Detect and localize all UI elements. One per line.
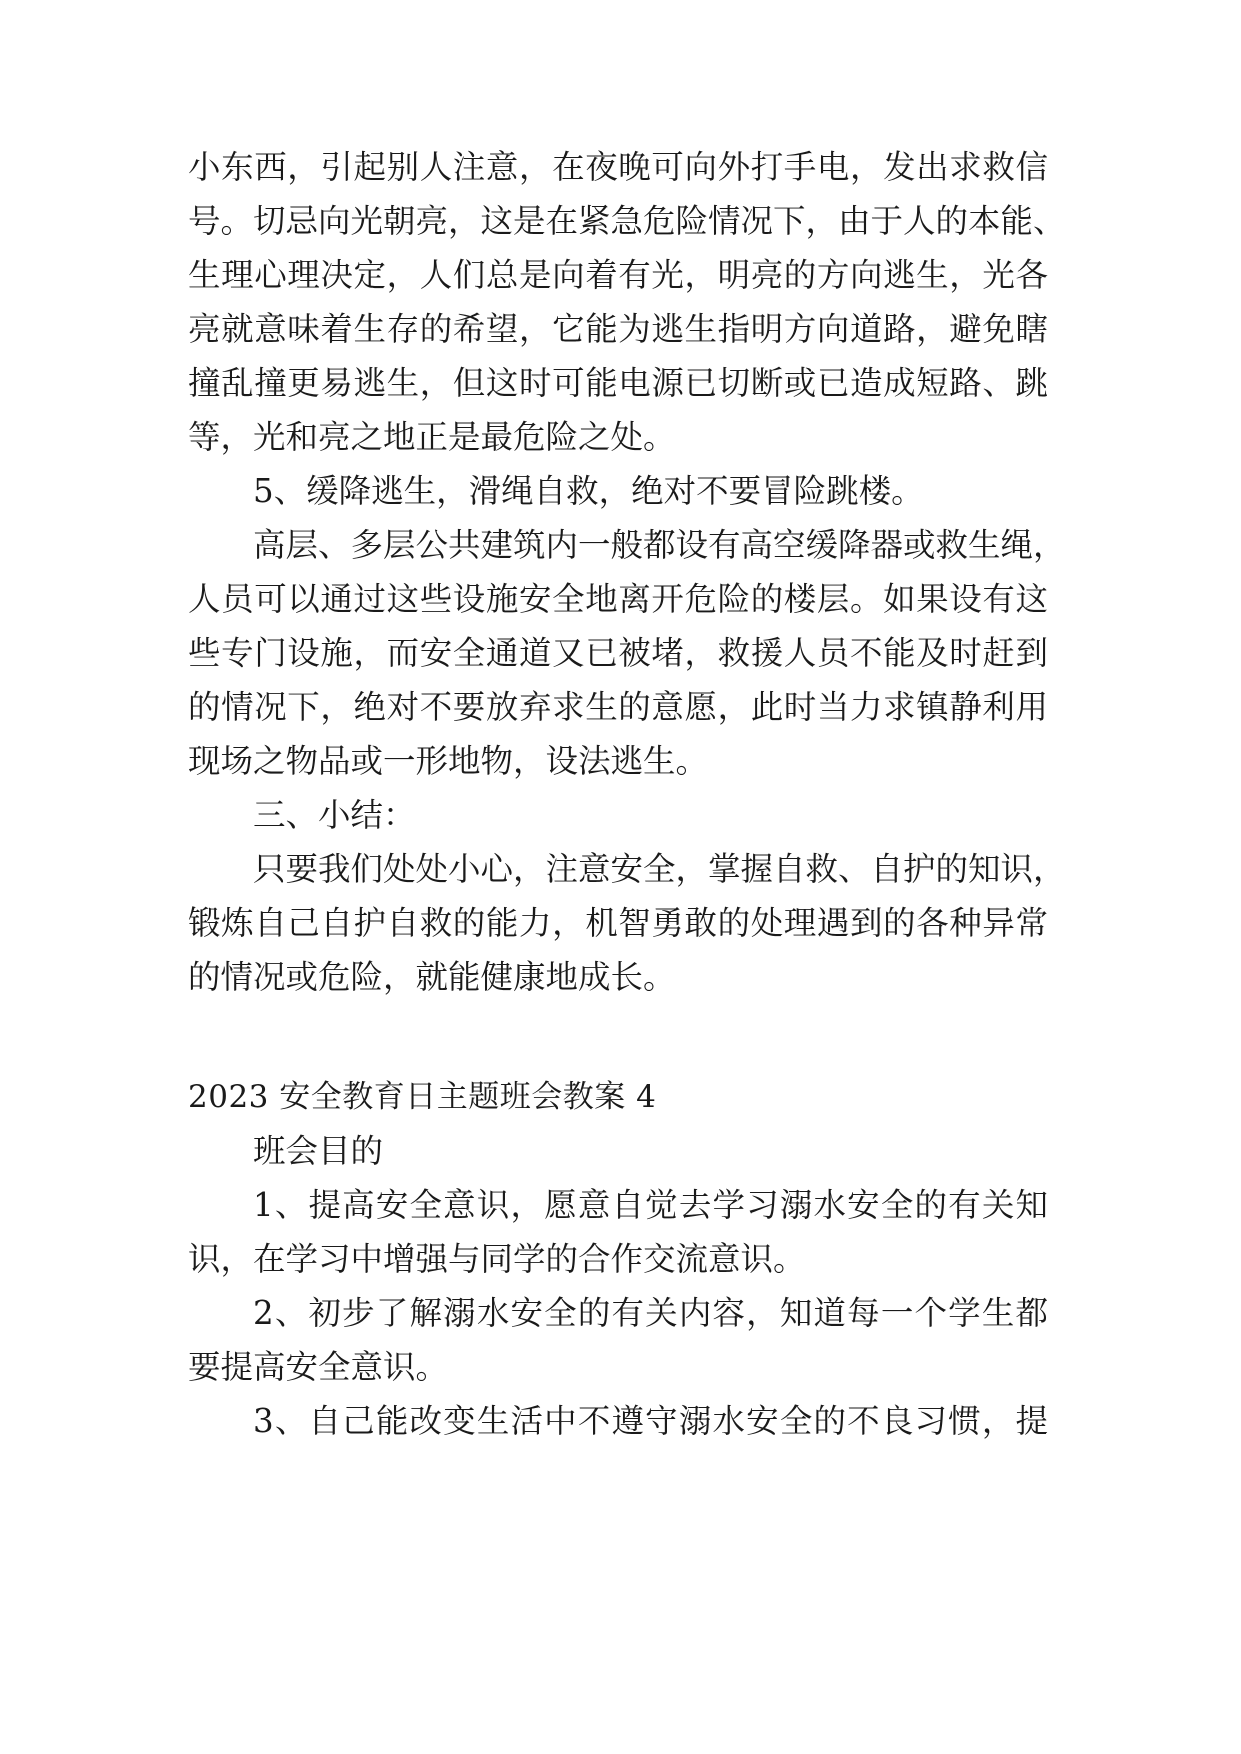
objective-line: 2、初步了解溺水安全的有关内容，知道每一个学生都 [253, 1294, 1048, 1332]
paragraph-line: 的情况下，绝对不要放弃求生的意愿，此时当力求镇静利用 [188, 688, 1048, 726]
paragraph-line: 撞乱撞更易逃生，但这时可能电源已切断或已造成短路、跳 [188, 364, 1048, 402]
paragraph-line: 只要我们处处小心，注意安全，掌握自救、自护的知识， [253, 850, 1066, 888]
objective-line: 要提高安全意识。 [188, 1348, 449, 1386]
objective-line: 1、提高安全意识，愿意自觉去学习溺水安全的有关知 [253, 1186, 1048, 1224]
paragraph-line: 人员可以通过这些设施安全地离开危险的楼层。如果设有这 [188, 580, 1048, 618]
paragraph-line: 些专门设施，而安全通道又已被堵，救援人员不能及时赶到 [188, 634, 1048, 672]
lesson-objectives-heading: 班会目的 [253, 1132, 384, 1170]
paragraph-line: 生理心理决定，人们总是向着有光，明亮的方向逃生，光各 [188, 256, 1048, 294]
paragraph-line: 现场之物品或一形地物，设法逃生。 [188, 742, 709, 780]
paragraph-line: 小东西，引起别人注意，在夜晚可向外打手电，发出求救信 [188, 148, 1048, 186]
lesson-plan-title: 2023 安全教育日主题班会教案 4 [188, 1079, 657, 1115]
paragraph-line: 亮就意味着生存的希望，它能为逃生指明方向道路，避免瞎 [188, 310, 1048, 348]
section-heading: 三、小结： [253, 796, 416, 834]
objective-line: 3、自己能改变生活中不遵守溺水安全的不良习惯，提 [253, 1402, 1048, 1440]
list-item-5: 5、缓降逃生，滑绳自救，绝对不要冒险跳楼。 [253, 472, 924, 510]
paragraph-line: 等，光和亮之地正是最危险之处。 [188, 418, 676, 456]
paragraph-line: 号。切忌向光朝亮，这是在紧急危险情况下，由于人的本能、 [188, 202, 1066, 240]
paragraph-line: 锻炼自己自护自救的能力，机智勇敢的处理遇到的各种异常 [188, 904, 1048, 942]
objective-line: 识，在学习中增强与同学的合作交流意识。 [188, 1240, 806, 1278]
paragraph-line: 的情况或危险，就能健康地成长。 [188, 958, 676, 996]
paragraph-line: 高层、多层公共建筑内一般都设有高空缓降器或救生绳， [253, 526, 1066, 564]
